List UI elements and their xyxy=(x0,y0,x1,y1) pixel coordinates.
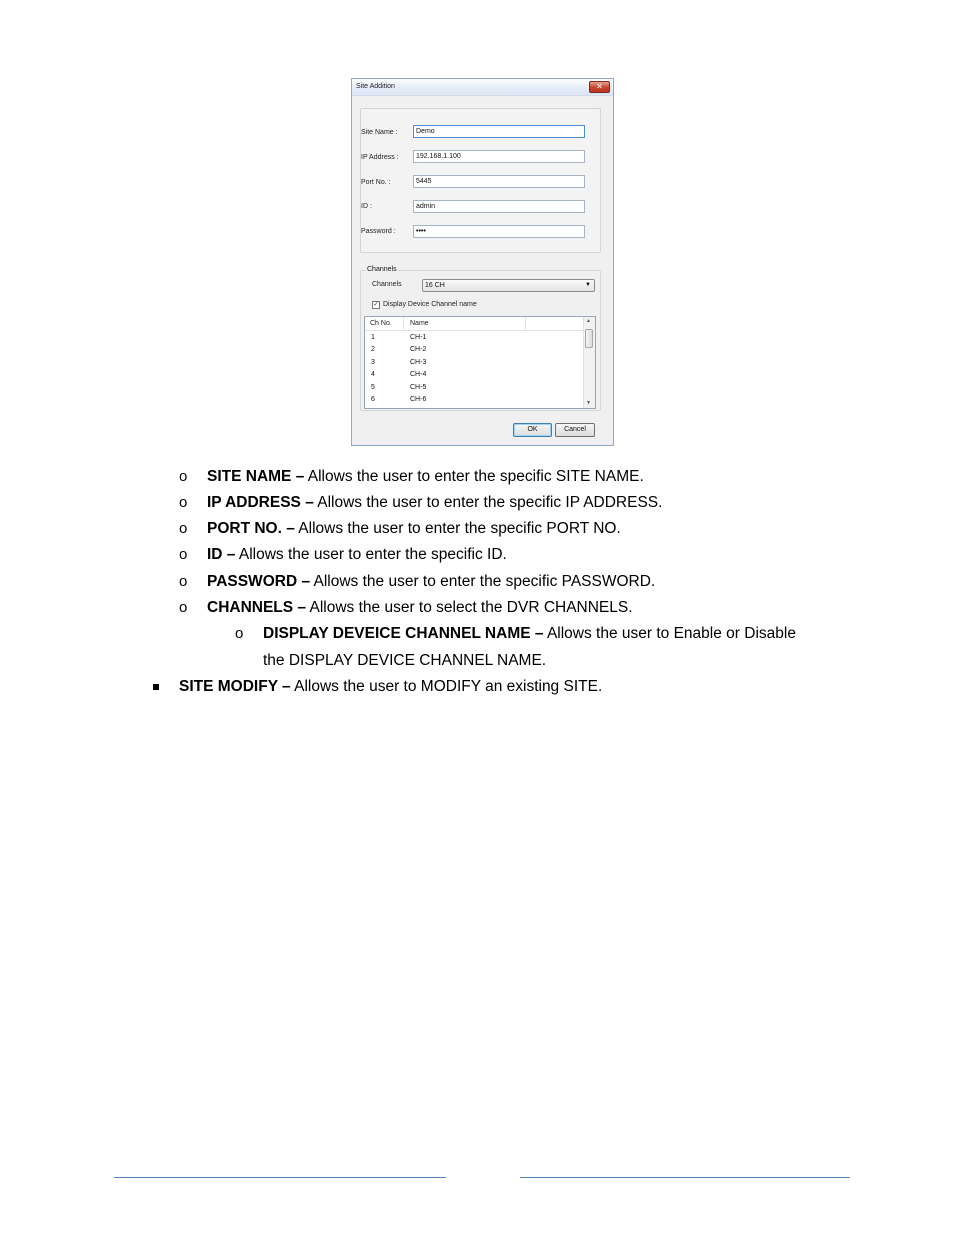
cancel-button[interactable]: Cancel xyxy=(555,423,595,437)
dialog-title: Site Addition xyxy=(356,83,395,90)
list-item[interactable] xyxy=(365,369,585,381)
item-text: Allows the user to enter the specific PORT NO. xyxy=(294,520,621,537)
channel-name: CH-2 xyxy=(410,346,427,353)
channels-group-legend: Channels xyxy=(367,266,397,273)
list-item xyxy=(207,546,507,564)
scroll-up-icon[interactable]: ▲ xyxy=(586,318,591,324)
port-no-label: Port No. : xyxy=(361,179,391,186)
list-item xyxy=(179,678,602,696)
footer-divider-right xyxy=(520,1177,850,1178)
bullet-square-icon xyxy=(153,684,159,690)
item-text: Allows the user to MODIFY an existing SITE. xyxy=(290,678,603,695)
column-divider xyxy=(525,317,526,330)
footer-divider-left xyxy=(114,1177,446,1178)
ip-address-label: IP Address : xyxy=(361,154,399,161)
item-term: IP ADDRESS – xyxy=(207,494,314,511)
channel-number: 2 xyxy=(371,346,375,353)
close-icon[interactable]: ✕ xyxy=(589,81,610,93)
list-item[interactable] xyxy=(365,394,585,406)
chevron-down-icon: ▼ xyxy=(585,282,591,288)
list-item xyxy=(207,573,655,591)
item-text: Allows the user to enter the specific IP ADDRESS. xyxy=(313,494,663,511)
ok-button[interactable]: OK xyxy=(513,423,552,437)
list-item[interactable] xyxy=(365,344,585,356)
channel-number: 4 xyxy=(371,371,375,378)
column-divider xyxy=(403,317,404,330)
channel-name: CH-1 xyxy=(410,334,427,341)
channel-number: 3 xyxy=(371,359,375,366)
list-item xyxy=(207,494,662,512)
item-text: Allows the user to Enable or Disable xyxy=(543,625,796,642)
channel-number: 1 xyxy=(371,334,375,341)
id-field[interactable]: admin xyxy=(413,200,585,213)
password-label: Password : xyxy=(361,228,396,235)
bullet-circle-icon: o xyxy=(179,546,188,563)
channel-number: 6 xyxy=(371,396,375,403)
check-icon: ✓ xyxy=(373,301,379,308)
item-term: SITE MODIFY – xyxy=(179,678,291,695)
channels-select[interactable] xyxy=(422,279,595,292)
item-term: SITE NAME – xyxy=(207,468,305,485)
channel-list-header xyxy=(365,317,585,331)
bullet-circle-icon: o xyxy=(235,625,244,642)
display-channel-name-label: Display Device Channel name xyxy=(383,301,477,308)
port-no-field[interactable]: 5445 xyxy=(413,175,585,188)
scrollbar-thumb[interactable] xyxy=(585,329,593,348)
list-item xyxy=(207,599,633,617)
item-term: PORT NO. – xyxy=(207,520,295,537)
password-field[interactable]: •••• xyxy=(413,225,585,238)
channel-name: CH-5 xyxy=(410,384,427,391)
dialog-titlebar xyxy=(352,79,613,96)
channel-number: 5 xyxy=(371,384,375,391)
channel-list[interactable] xyxy=(364,316,596,409)
id-label: ID : xyxy=(361,203,372,210)
channel-name: CH-6 xyxy=(410,396,427,403)
bullet-circle-icon: o xyxy=(179,468,188,485)
sub-list-item xyxy=(263,625,796,643)
column-header-name[interactable]: Name xyxy=(410,320,429,327)
site-addition-dialog xyxy=(351,78,614,446)
item-text: Allows the user to enter the specific SITE NAME. xyxy=(304,468,644,485)
list-item xyxy=(207,468,644,486)
bullet-circle-icon: o xyxy=(179,573,188,590)
sub-list-item-continuation: the DISPLAY DEVICE CHANNEL NAME. xyxy=(263,652,547,669)
bullet-circle-icon: o xyxy=(179,520,188,537)
channel-name: CH-3 xyxy=(410,359,427,366)
channels-combo-label: Channels xyxy=(372,281,402,288)
site-name-field[interactable]: Demo xyxy=(413,125,585,138)
channel-name: CH-4 xyxy=(410,371,427,378)
item-term: CHANNELS – xyxy=(207,599,307,616)
item-text: Allows the user to enter the specific PASSWORD. xyxy=(310,573,656,590)
list-item[interactable] xyxy=(365,332,585,344)
item-term: DISPLAY DEVEICE CHANNEL NAME – xyxy=(263,625,544,642)
channels-select-value: 16 CH xyxy=(425,282,445,289)
item-term: PASSWORD – xyxy=(207,573,311,590)
list-scrollbar[interactable] xyxy=(583,317,595,408)
site-name-label: Site Name : xyxy=(361,129,398,136)
bullet-circle-icon: o xyxy=(179,494,188,511)
list-item[interactable] xyxy=(365,357,585,369)
list-item[interactable] xyxy=(365,382,585,394)
scroll-down-icon[interactable]: ▼ xyxy=(586,400,591,406)
column-header-ch-no[interactable]: Ch No. xyxy=(370,320,392,327)
bullet-circle-icon: o xyxy=(179,599,188,616)
item-text: Allows the user to enter the specific ID. xyxy=(235,546,507,563)
display-channel-name-checkbox[interactable] xyxy=(372,301,380,309)
ip-address-field[interactable]: 192.168.1.100 xyxy=(413,150,585,163)
item-term: ID – xyxy=(207,546,236,563)
list-item xyxy=(207,520,621,538)
item-text: Allows the user to select the DVR CHANNELS. xyxy=(306,599,633,616)
